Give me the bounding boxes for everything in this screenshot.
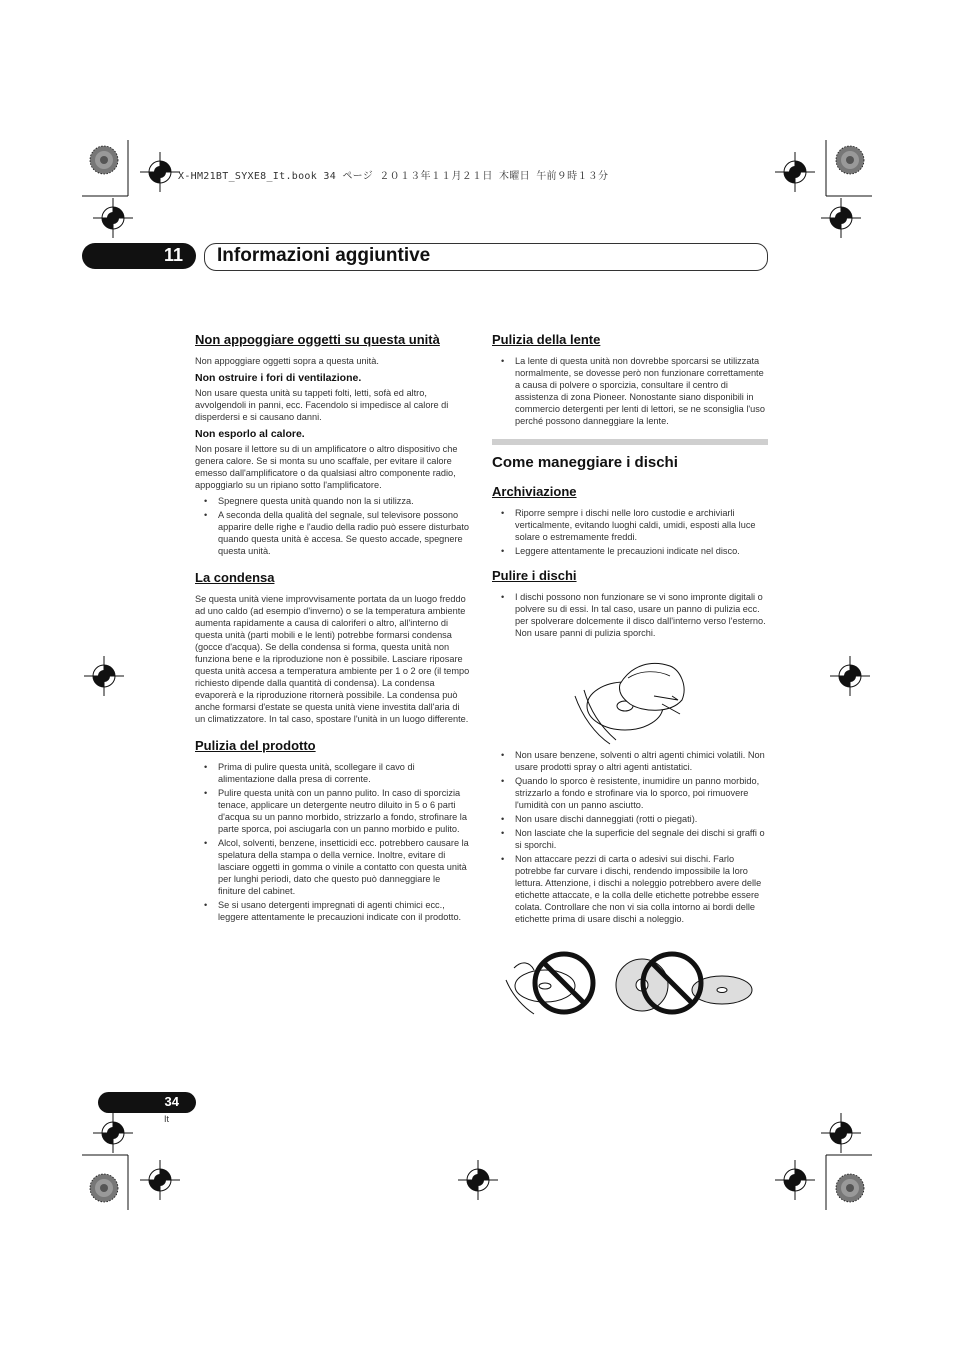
- section-title-lens-cleaning: Pulizia della lente: [492, 332, 601, 347]
- prohibited-disc-illustration: [500, 950, 610, 1016]
- paragraph: Non usare questa unità su tappeti folti, letti, sofà ed altro, avvolgendoli in panni, ecc. Facendolo si impedisce al calore di disperdersi e si causano danni.: [195, 388, 449, 422]
- chapter-number: 11: [164, 245, 184, 265]
- list-item: • I dischi possono non funzionare se vi sono impronte digitali o polvere su di essi. In tal caso, usare un panno di pulizia ecc. per spolverare dolcemente il disco dall'interno verso l'esterno. Non usare panni di pulizia sporchi.: [492, 591, 768, 639]
- page-number: 34: [164, 1094, 179, 1109]
- print-info-line: X-HM21BT_SYXE8_It.book 34 ページ ２０１３年１１月２１日 木曜日 午前９時１３分: [178, 171, 609, 182]
- section-title-disc-handling: Come maneggiare i dischi: [492, 454, 678, 471]
- list-item: • Leggere attentamente le precauzioni indicate nel disco.: [492, 545, 768, 557]
- right-column: [492, 331, 768, 929]
- section-title-storage: Archiviazione: [492, 484, 577, 499]
- list-item: • Se si usano detergenti impregnati di agenti chimici ecc., leggere attentamente le precauzioni indicate con il prodotto.: [195, 899, 470, 923]
- paragraph: Non appoggiare oggetti sopra a questa unità.: [195, 356, 379, 366]
- list-item: • Non usare dischi danneggiati (rotti o piegati).: [492, 813, 768, 825]
- bullet-list: [492, 749, 768, 925]
- list-item: • Pulire questa unità con un panno pulito. In caso di sporcizia tenace, applicare un detergente neutro diluito in 5 o 6 parti d'acqua su un panno morbido, strizzarlo a fondo, strofinare la parte sporca, poi asciugarla con un panno morbido e pulito.: [195, 787, 470, 835]
- section-title-no-objects: Non appoggiare oggetti su questa unità: [195, 332, 440, 347]
- list-item: • Spegnere questa unità quando non la si utilizza.: [195, 495, 470, 507]
- list-item: • La lente di questa unità non dovrebbe sporcarsi se utilizzata normalmente, se dovesse però non funzionare correttamente a causa di polvere o sporcizia, consultare il centro di assistenza di zona Pioneer. Nonostante siano disponibili in commercio detergenti per lenti di lettori, se ne sconsiglia l'uso perché possono danneggiare la lente.: [492, 355, 768, 427]
- subheading-heat: Non esporlo al calore.: [195, 428, 305, 440]
- section-divider: [492, 439, 768, 445]
- paragraph: Non posare il lettore su di un amplificatore o altro dispositivo che genera calore. Se si monta su uno scaffale, per evitare il calore emesso dall'amplificatore o da qualsiasi altro componente radio, appoggiarlo su un ripiano sotto l'amplificatore.: [195, 444, 458, 490]
- bullet-list: [492, 591, 768, 639]
- bullet-list: [195, 495, 470, 557]
- chapter-number-badge: [82, 243, 196, 269]
- list-item: • Riporre sempre i dischi nelle loro custodie e archiviarli verticalmente, evitando luoghi caldi, umidi, esposti alla luce solare o estremamente freddi.: [492, 507, 768, 543]
- bullet-list: [492, 355, 768, 427]
- prohibited-labels-illustration: [610, 950, 760, 1016]
- section-title-cleaning-discs: Pulire i dischi: [492, 568, 577, 583]
- bullet-list: [492, 507, 768, 557]
- chapter-title: Informazioni aggiuntive: [217, 245, 431, 266]
- list-item: • Non usare benzene, solventi o altri agenti chimici volatili. Non usare prodotti spray o altri agenti antistatici.: [492, 749, 768, 773]
- subheading-ventilation: Non ostruire i fori di ventilazione.: [195, 372, 362, 384]
- list-item: • Non lasciate che la superficie del segnale dei dischi si graffi o si sporchi.: [492, 827, 768, 851]
- chapter-title-box: [204, 243, 768, 271]
- section-title-condensation: La condensa: [195, 570, 275, 585]
- section-title-cleaning-product: Pulizia del prodotto: [195, 738, 316, 753]
- list-item: • Prima di pulire questa unità, scollegare il cavo di alimentazione dalla presa di corrente.: [195, 761, 470, 785]
- list-item: • Quando lo sporco è resistente, inumidire un panno morbido, strizzarlo a fondo e strofinare via lo sporco, poi rimuovere l'umidità con un panno asciutto.: [492, 775, 768, 811]
- list-item: • Non attaccare pezzi di carta o adesivi sui dischi. Farlo potrebbe far curvare i dischi, rendendo impossibile la loro lettura. Attenzione, i dischi a noleggio potrebbero avere delle etichette attaccate, e la colla delle etichette potrebbe essere colata. Controllare che non vi sia colla intorno ai bordi delle etichette prima di usare dischi a noleggio.: [492, 853, 768, 925]
- language-code: It: [164, 1114, 170, 1124]
- bullet-list: [195, 761, 470, 923]
- page-number-badge: [98, 1092, 196, 1113]
- list-item: • Alcol, solventi, benzene, insetticidi ecc. potrebbero causare la spelatura della stampa o della vernice. Inoltre, evitare di lasciare oggetti in gomma o vinile a contatto con questa unità per lunghi periodi, dato che questo può danneggiare le finiture del cabinet.: [195, 837, 470, 897]
- list-item: • A seconda della qualità del segnale, sul televisore possono apparire delle righe e l'audio della radio può essere disturbato quando questa unità è accesa. Se questo accade, spegnere questa unità.: [195, 509, 470, 557]
- disc-wiping-illustration: [570, 656, 700, 748]
- paragraph: Se questa unità viene improvvisamente portata da un luogo freddo ad uno caldo (ad esempio d'inverno) o se la temperatura ambiente aumenta rapidamente a causa di caloriferi o altro, all'interno di questa unità (parti mobili e le lenti) potrebbe formarsi condensa (gocce d'acqua). Se della condensa si forma, questa unità non funziona bene e la riproduzione non è possibile. Lasciare riposare questa unità accesa a temperatura ambiente per 1 o 2 ore (il tempo richiesto dipende dalla quantità di condensa). La condensa evaporerà e la riproduzione ritornerà possibile. La condensa può anche formarsi d'estate se questa unità viene investita dall'aria di un climatizzatore. In tal caso, spostare l'unità in un luogo differente.: [195, 594, 470, 724]
- left-column: [195, 331, 470, 927]
